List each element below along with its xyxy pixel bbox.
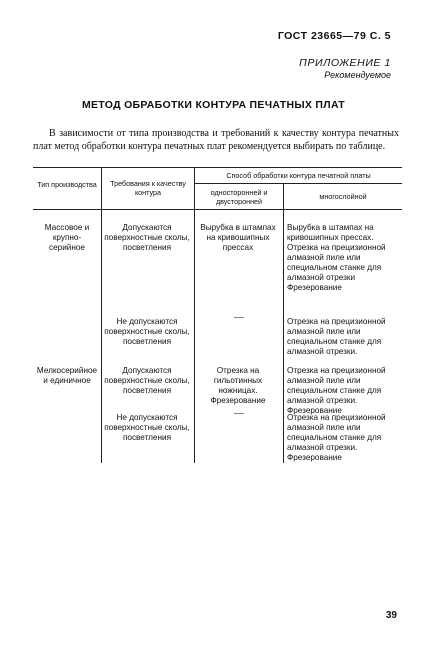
header-requirements: Требования к качеству контура [110, 179, 186, 197]
row1-multilayer: Вырубка в штампах на кривошипных прессах. Отрезка на прецизионной алмазной пиле или специальном станке для алмазной отрезки Фрезерование [287, 223, 386, 292]
gost-page-header: ГОСТ 23665—79 С. 5 [277, 30, 391, 42]
table-header-bottom-rule [33, 209, 402, 210]
table-subheader-rule [194, 183, 402, 184]
table-col-divider-1 [101, 167, 102, 463]
row3-multilayer: Отрезка на прецизионной алмазной пиле или специальном станке для алмазной отрезки. Фрезерование [287, 366, 386, 415]
row1-single-double: Вырубка в штампах на кривошипных прессах [200, 223, 276, 252]
row1-requirement: Допускаются поверхностные сколы, посветления [104, 223, 190, 252]
table-top-rule [33, 167, 402, 168]
header-method-group: Способ обработки контура печатной платы [226, 171, 371, 180]
row3-production: Мелкосерийное и единичное [36, 366, 98, 385]
row2-requirement: Не допускаются поверхностные сколы, посветления [104, 317, 190, 346]
appendix-status: Рекомендуемое [324, 70, 391, 80]
row2-single-double-dash: — [234, 312, 244, 323]
row4-requirement: Не допускаются поверхностные сколы, посветления [104, 413, 190, 442]
page-number: 39 [385, 610, 397, 621]
header-production-type: Тип производства [37, 180, 97, 189]
header-single-double: односторонней и двусторонней [210, 188, 268, 206]
row3-requirement: Допускаются поверхностные сколы, посветления [104, 366, 190, 395]
header-multilayer: многослойной [319, 192, 367, 201]
row4-single-double-dash: — [234, 408, 244, 419]
appendix-block [299, 57, 391, 81]
appendix-label: ПРИЛОЖЕНИЕ 1 [299, 57, 391, 69]
row2-multilayer: Отрезка на прецизионной алмазной пиле или специальном станке для алмазной отрезки. [287, 317, 386, 356]
table-col-divider-3 [283, 183, 284, 463]
row3-single-double: Отрезка на гильотинных ножницах. Фрезерование [210, 366, 266, 405]
table-col-divider-2 [194, 167, 195, 463]
intro-paragraph: В зависимости от типа производства и требований к качеству контура печатных плат метод обработки контура печатных плат рекомендуется выбирать по таблице. [33, 128, 399, 152]
row4-multilayer: Отрезка на прецизионной алмазной пиле или специальном станке для алмазной отрезки. Фрезерование [287, 413, 386, 462]
row1-production: Массовое и крупно-серийное [44, 223, 90, 252]
document-title: МЕТОД ОБРАБОТКИ КОНТУРА ПЕЧАТНЫХ ПЛАТ [81, 99, 346, 111]
